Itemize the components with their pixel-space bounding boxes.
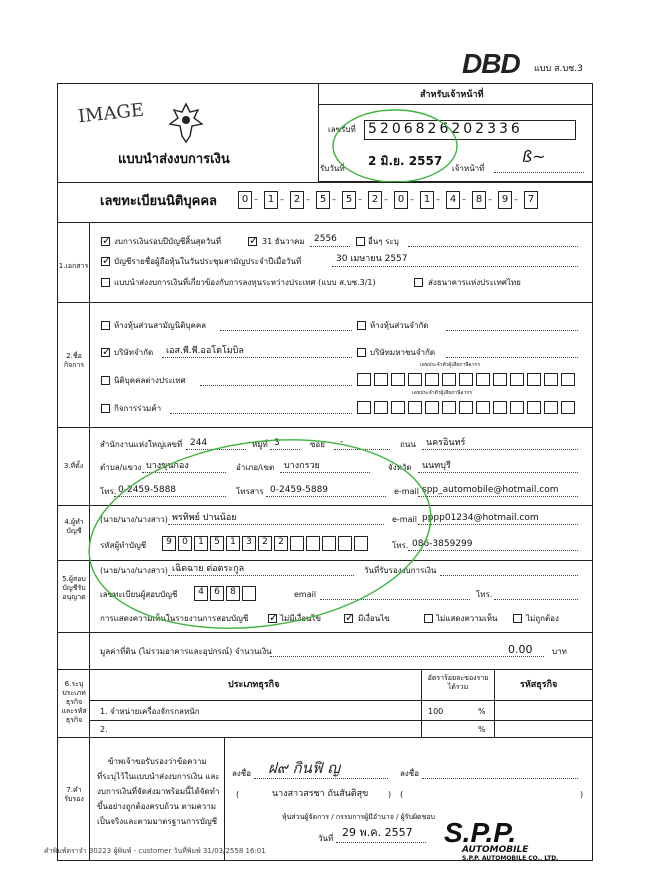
- land-unit: บาท: [552, 647, 567, 656]
- id-digit: 9: [162, 536, 176, 551]
- statement-line-5: เป็นจริงและตามมาตรฐานการบัญชี: [97, 817, 218, 826]
- s5-email-label: email: [294, 590, 317, 599]
- stamp-image-text: IMAGE: [77, 99, 145, 128]
- s2-opt4: กิจการร่วมค้า: [114, 404, 162, 413]
- divider: [57, 669, 593, 670]
- company-stamp-3: S.P.P. AUTOMOBILE CO., LTD.: [462, 855, 559, 862]
- reg-digit: 5: [316, 191, 330, 209]
- garuda-emblem-icon: [168, 102, 204, 144]
- line: [494, 599, 578, 600]
- line: [332, 266, 578, 267]
- statement-line-4: ขึ้นอย่างถูกต้องครบถ้วน ตามความ: [97, 802, 217, 811]
- statement-line-3: งบการเงินที่จัดส่งมาพร้อมนี้ได้จัดทำ: [97, 787, 220, 796]
- s5-opinion-label: การแสดงความเห็นในรายงานการสอบบัญชี: [100, 614, 249, 623]
- s6-col2: อัตราร้อยละของรายได้รวม: [427, 674, 489, 691]
- statement-line-2: ที่ระบุไว้ในแบบนำส่งงบการเงิน และ: [97, 772, 220, 781]
- id-digit: 2: [258, 536, 272, 551]
- reg-digit: 8: [472, 191, 486, 209]
- road-label: ถนน: [400, 440, 416, 449]
- id-digit: 3: [242, 536, 256, 551]
- section6-title: 6.ระบุประเภทธุรกิจและรหัสธุรกิจ: [61, 680, 87, 724]
- accountant-name: พรทิพย์ ปานน้อย: [172, 513, 237, 523]
- line: [220, 330, 352, 331]
- cert-date: 29 พ.ค. 2557: [342, 826, 413, 839]
- tax-id-label-2: เลขประจำตัวผู้เสียภาษีอากร: [412, 390, 473, 396]
- line: [170, 413, 352, 414]
- line: [446, 330, 578, 331]
- province-value: นนทบุรี: [422, 461, 451, 471]
- divider: [89, 720, 593, 721]
- s1-line2: บัญชีรายชื่อผู้ถือหุ้นในวันประชุมสามัญประจำปีเมื่อวันที่: [114, 257, 302, 266]
- receipt-no-label: เลขรับที่: [328, 125, 356, 134]
- s6-row1-pct: 100: [428, 707, 444, 716]
- divider: [318, 104, 593, 105]
- fax-value: 0-2459-5889: [270, 485, 329, 495]
- accountant-email: pppp01234@hotmail.com: [422, 513, 539, 523]
- s1-line3b: ส่งธนาคารแห่งประเทศไทย: [428, 278, 521, 287]
- checkbox-dec31[interactable]: [248, 237, 257, 246]
- office-label: สำนักงานแห่งใหญ่เลขที่: [100, 440, 183, 449]
- divider: [57, 222, 593, 223]
- reg-digit: 5: [342, 191, 356, 209]
- s5-name-label: (นาย/นาง/นางสาว): [100, 566, 168, 575]
- soi-label: ซอย: [310, 440, 325, 449]
- reg-digit: 9: [498, 191, 512, 209]
- receipt-date: 2 มิ.ย. 2557: [368, 154, 443, 168]
- column-divider: [421, 669, 422, 737]
- line: [162, 357, 352, 358]
- officer-label: เจ้าหน้าที่: [452, 164, 485, 173]
- checkbox-other[interactable]: [356, 237, 365, 246]
- s6-row1-unit: %: [478, 707, 486, 716]
- s2-opt1: ห้างหุ้นส่วนสามัญนิติบุคคล: [114, 321, 207, 330]
- s4-tel-label: โทร.: [392, 541, 409, 550]
- line: [254, 778, 388, 779]
- tax-id-boxes-1: [357, 373, 581, 387]
- s6-row1-name: 1. จำหน่ายเครื่องจักรกลหนัก: [100, 707, 200, 716]
- signer-paren-open-2: (: [400, 790, 404, 799]
- road-value: นครอินทร์: [426, 438, 466, 448]
- s4-email-label: e-mail: [392, 515, 417, 524]
- line: [494, 172, 584, 173]
- subdistrict-value: บางขุนกอง: [146, 461, 189, 471]
- divider: [57, 182, 593, 183]
- auditor-reg-digit: 6: [210, 586, 224, 601]
- soi-value: -: [340, 437, 344, 447]
- form-code: แบบ ส.บช.3: [534, 64, 583, 74]
- checkbox-company-limited[interactable]: [101, 348, 110, 357]
- signer-paren-open: (: [236, 790, 240, 799]
- s1-line2-date: 30 เมษายน 2557: [336, 254, 408, 264]
- s2-opt2: บริษัทจำกัด: [114, 348, 154, 357]
- auditor-name: เฉิดฉาย ต่อตระกูล: [172, 564, 245, 574]
- line: [408, 246, 578, 247]
- line: [422, 778, 578, 779]
- s2-opt1r: ห้างหุ้นส่วนจำกัด: [370, 321, 429, 330]
- company-stamp-2: AUTOMOBILE: [462, 845, 529, 855]
- id-digit: 5: [210, 536, 224, 551]
- green-ellipse-receipt: [330, 106, 460, 186]
- checkbox-international[interactable]: [101, 278, 110, 287]
- auditor-reg-digit: 8: [226, 586, 240, 601]
- s4-id-label: รหัสผู้ทำบัญชี: [100, 541, 147, 550]
- registration-label: เลขทะเบียนนิติบุคคล: [100, 194, 217, 209]
- s6-col3: รหัสธุรกิจ: [520, 680, 558, 690]
- s5-opt-a: ไม่มีเงื่อนไข: [280, 614, 321, 623]
- checkbox-joint-venture[interactable]: [101, 404, 110, 413]
- line: [270, 656, 544, 657]
- officer-signature: ß~: [522, 147, 546, 166]
- moo-label: หมู่ที่: [252, 440, 268, 449]
- email-value: spp_automobile@hotmail.com: [422, 485, 559, 495]
- line: [200, 385, 352, 386]
- signature-mark: ฝ๙ กินฟิ ญ: [268, 759, 341, 777]
- official-use-title: สำหรับเจ้าหน้าที่: [420, 90, 484, 100]
- sign-label-2: ลงชื่อ: [400, 769, 420, 778]
- signer-paren-close: ): [388, 790, 392, 799]
- divider: [57, 302, 593, 303]
- reg-digit: 0: [238, 191, 252, 209]
- district-label: อำเภอ/เขต: [236, 463, 275, 472]
- checkbox-bot[interactable]: [414, 278, 423, 287]
- s5-opt-d: ไม่ถูกต้อง: [526, 614, 559, 623]
- company-stamp: S.P.P.: [444, 817, 517, 848]
- date-label: รับวันที่: [320, 164, 345, 173]
- land-value: 0.00: [508, 643, 533, 656]
- divider: [57, 737, 593, 738]
- reg-digit: 0: [394, 191, 408, 209]
- s6-col1: ประเภทธุรกิจ: [228, 680, 280, 690]
- s2-opt3: นิติบุคคลต่างประเทศ: [114, 376, 186, 385]
- line: [310, 246, 350, 247]
- section5-title: 5.ผู้สอบบัญชีรับอนุญาต: [62, 575, 86, 601]
- s1-year: 2556: [314, 234, 337, 244]
- subdistrict-label: ตำบล/แขวง: [100, 463, 142, 472]
- signer-paren-close-2: ): [580, 790, 584, 799]
- tel-value: 0-2459-5888: [118, 485, 177, 495]
- column-divider: [494, 669, 495, 737]
- section7-title: 7.คำรับรอง: [64, 786, 84, 803]
- section2-title: 2.ชื่อกิจการ: [63, 352, 85, 369]
- line: [418, 472, 578, 473]
- statement-line-1: ข้าพเจ้าขอรับรองว่าข้อความ: [108, 757, 207, 766]
- s1-line1c: อื่นๆ ระบุ: [368, 237, 399, 246]
- line: [440, 575, 578, 576]
- divider: [57, 427, 593, 428]
- tax-id-label-1: เลขประจำตัวผู้เสียภาษีอากร: [420, 362, 481, 368]
- s5-tel-label: โทร.: [476, 590, 493, 599]
- s6-row2-name: 2.: [100, 725, 108, 734]
- s6-row2-unit: %: [478, 725, 486, 734]
- checkbox-ordinary-partnership[interactable]: [101, 321, 110, 330]
- id-digit: 0: [178, 536, 192, 551]
- fax-label: โทรสาร: [236, 487, 264, 496]
- section3-title: 3.ที่ตั้ง: [63, 462, 84, 470]
- form-title: แบบนำส่งงบการเงิน: [118, 152, 230, 167]
- id-digit: 1: [194, 536, 208, 551]
- district-value: บางกรวย: [284, 461, 320, 471]
- s4-name-label: (นาย/นาง/นางสาว): [100, 515, 168, 524]
- checkbox-shareholders[interactable]: [101, 257, 110, 266]
- s1-line1b: 31 ธันวาคม: [262, 237, 305, 246]
- office-no: 244: [190, 438, 208, 448]
- id-digit: 2: [274, 536, 288, 551]
- line: [418, 524, 578, 525]
- cert-date-label: วันที่: [318, 834, 334, 843]
- line: [446, 357, 578, 358]
- divider: [89, 700, 593, 701]
- moo-value: 3: [274, 438, 280, 448]
- email-label: e-mail: [394, 487, 419, 496]
- divider: [57, 632, 593, 633]
- province-label: จังหวัด: [388, 463, 412, 472]
- accountant-tel: 086-3859299: [412, 539, 473, 549]
- section1-title: 1.เอกสาร: [58, 262, 89, 270]
- s5-cert-date-label: วันที่รับรองงบการเงิน: [364, 566, 437, 575]
- section4-title: 4.ผู้ทำบัญชี: [64, 518, 84, 535]
- reg-digit: 1: [264, 191, 278, 209]
- s2-opt2r: บริษัทมหาชนจำกัด: [370, 348, 436, 357]
- land-label: มูลค่าที่ดิน (ไม่รวมอาคารและอุปกรณ์) จำนวนเงิน: [100, 647, 272, 656]
- receipt-no-value: 5206826202336: [368, 121, 523, 137]
- footer-text: คำพิมพ์ตราจำ 30223 ผู้พิมพ์ - customer วันที่พิมพ์ 31/03/2558 16:01: [44, 847, 266, 855]
- id-digit: 1: [226, 536, 240, 551]
- column-divider: [224, 737, 225, 861]
- reg-digit: 2: [368, 191, 382, 209]
- tel-label: โทร.: [100, 487, 117, 496]
- s1-line1a: งบการเงินรอบปีบัญชีสิ้นสุดวันที่: [114, 237, 221, 246]
- company-name: เอส.พี.พี.ออโตโมบิล: [166, 346, 244, 356]
- line: [336, 842, 426, 843]
- role-line: หุ้นส่วนผู้จัดการ / กรรมการผู้มีอำนาจ / ผู้รับผิดชอบ: [282, 813, 436, 821]
- auditor-reg-digit: 4: [194, 586, 208, 601]
- green-ellipse-main: [82, 438, 442, 632]
- line: [422, 449, 578, 450]
- checkbox-public-company[interactable]: [357, 348, 366, 357]
- signer-name: นางสาวสรชา ถันสันติสุข: [272, 789, 369, 799]
- tax-id-boxes-2: [357, 401, 581, 415]
- reg-digit: 1: [420, 191, 434, 209]
- checkbox-annual-fs[interactable]: [101, 237, 110, 246]
- s5-opt-c: ไม่แสดงความเห็น: [436, 614, 498, 623]
- reg-digit: 7: [524, 191, 538, 209]
- line: [418, 496, 578, 497]
- checkbox-foreign-entity[interactable]: [101, 376, 110, 385]
- checkbox-limited-partnership[interactable]: [357, 321, 366, 330]
- reg-digit: 4: [446, 191, 460, 209]
- s5-reg-label: เลขทะเบียนผู้สอบบัญชี: [100, 590, 178, 599]
- s1-line3: แบบนำส่งงบการเงินที่เกี่ยวข้องกับการลงทุนระหว่างประเทศ (แบบ ส.บช.3/1): [114, 278, 376, 287]
- reg-digit: 2: [290, 191, 304, 209]
- checkbox-adverse[interactable]: [513, 614, 522, 623]
- registration-digits: 0 – 1 – 2 – 5 – 5 – 2 – 0 – 1 – 4 – 8 – 9 – 7: [238, 191, 558, 213]
- dbd-logo: DBD: [462, 48, 520, 79]
- s5-opt-b: มีเงื่อนไข: [358, 614, 390, 623]
- sign-label: ลงชื่อ: [232, 769, 252, 778]
